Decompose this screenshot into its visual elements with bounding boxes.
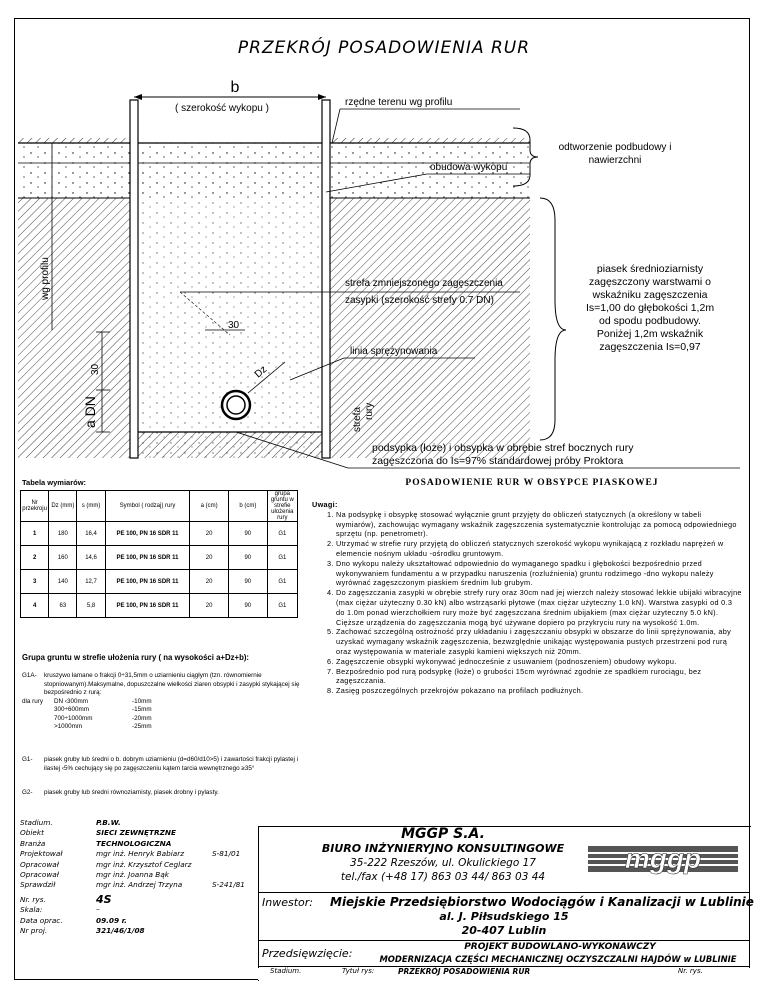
casing-wall-left	[130, 100, 138, 458]
table-row: 3 140 12,7 PE 100, PN 16 SDR 11 20 90 G1	[21, 570, 298, 594]
scale-value: –	[96, 905, 100, 915]
checker-lic: S-241/81	[212, 880, 245, 890]
drawing-no-label: Nr. rys.	[678, 967, 703, 975]
pipe-zone-label-2: rury	[364, 402, 375, 420]
drafter2-label: Opracował	[20, 870, 59, 880]
stage-value: P.B.W.	[96, 818, 121, 827]
proj-no-label: Nr proj.	[20, 926, 48, 936]
pipe-zone-label-1: strefa	[352, 406, 363, 432]
table-header-row	[21, 491, 298, 522]
dim-30-top: 30	[228, 320, 240, 331]
list-item: 5. Zachować szczególną ostrożność przy układaniu i zagęszczaniu obsypki w obszarze do linii sprężynowania, aby uzyskać wymagany wskaźnik zagęszczenia, bezwzględnie unikając występowania pustych przestrzeni pod rurą oraz występowania w materiale zasypki kamieni większych niż 20mm.	[336, 627, 742, 656]
dim-a-dn: a DN	[82, 396, 98, 428]
restore-label-1: odtworzenie podbudowy i	[558, 142, 672, 153]
object-label: Obiekt	[20, 828, 44, 838]
notes-title: POSADOWIENIE RUR W OBSYPCE PIASKOWEJ	[405, 478, 659, 488]
proj-no: 321/46/1/08	[96, 926, 145, 936]
project-line2: MODERNIZACJA CZĘŚCI MECHANICZNEJ OCZYSZCZALNI HAJDÓW w LUBLINIE	[379, 954, 737, 964]
object-value: SIECI ZEWNĘTRZNE	[96, 828, 176, 838]
company-name: MGGP S.A.	[401, 826, 485, 842]
company-address: 35-222 Rzeszów, ul. Okulickiego 17	[350, 857, 536, 869]
drafter2-name: mgr inż. Joanna Bąk	[96, 870, 170, 880]
drawing-no-label-2: Nr. rys.	[20, 894, 46, 904]
notes-heading: Uwagi:	[312, 500, 338, 509]
checker-label: Sprawdził	[20, 880, 56, 890]
logo-text: mggp	[624, 843, 702, 874]
restore-label-2: nawierzchni	[588, 155, 642, 166]
designer-lic: S-81/01	[212, 849, 241, 859]
list-item: 1. Na podsypkę i obsypkę stosować wyłącznie grunt przyjęty do obliczeń statycznych (a określony w tabeli wymiarów), zachowując wymagany wskaźnik zagęszczenia systematycznie kontrolując za pomocą odpowiedniego sprzętu (np. penetrometr).	[336, 510, 742, 539]
table-row: 1 180 16,4 PE 100, PN 16 SDR 11 20 90 G1	[21, 522, 298, 546]
date-label: Data oprac.	[20, 915, 63, 925]
drawing-no: 4S	[96, 892, 112, 906]
date-value: 09.09 r.	[96, 915, 127, 925]
scale-label: Skala:	[20, 905, 43, 915]
table-row: 4 63 5,8 PE 100, PN 16 SDR 11 20 90 G1	[21, 594, 298, 618]
spring-line-label: linia sprężynowania	[350, 346, 438, 357]
drafter1-label: Opracował	[20, 859, 59, 869]
company-sub: BIURO INŻYNIERYJNO KONSULTINGOWE	[321, 842, 565, 855]
table-header: b (cm)	[228, 491, 267, 522]
bedding-note: podsypka (łoże) i obsypka w obrębie stref bocznych rury zagęszczona do Is=97% standardowej próby Proktora	[372, 442, 634, 467]
drawing-title: PRZEKRÓJ POSADOWIENIA RUR	[237, 38, 531, 58]
list-item: 8. Zasięg poszczególnych przekrojów pokazano na profilach podłużnych.	[336, 686, 742, 696]
branch-value: TECHNOLOGICZNA	[96, 838, 172, 848]
sand-note: piasek średnioziarnisty zagęszczony warstwami o wskaźniku zagęszczenia Is=1,00 do głębokości 1,2m od spodu podbudowy. Poniżej 1,2m wskaźnik zagęszczenia Is=0,97	[585, 263, 715, 353]
list-item: 3. Dno wykopu należy ukształtować odpowiednio do wymaganego spadku i głębokości bezpośrednio przed wykonywaniem fundamentu a w przypadku naruszenia (rozluźnienia) gruntu rodzimego -dno wykopu należy wyrównać zagęszczonym piaskiem średnim lub grubym.	[336, 559, 742, 588]
investor-addr1: al. J. Piłsudskiego 15	[439, 910, 569, 923]
soil-g1: G1- piasek gruby lub średni o b. dobrym uziarnieniu (d=d60/d10>5) i zawartości frakcji pylastej i ilastej ‹5% cechujący się po zagęszczeniu kątem tarcia wewnętrznego ≥35°	[22, 756, 299, 772]
dimensions-table	[20, 490, 298, 618]
people-list: Stadium. P.B.W. Obiekt SIECI ZEWNĘTRZNE Branża TECHNOLOGICZNA Projektował mgr inż. Henryk Babiarz S-81/01 Opracował mgr inż. Krzysztof Ceglarz Opracował mgr inż. Joanna Bąk Sprawdził mgr inż. Andrzej Trzyna S-241/81 Nr. rys. 4S Skala: – Data oprac. 09.09 r. Nr proj. 321/46/1/08	[20, 818, 245, 936]
table-header: grupa gruntu w strefie ułożenia rury	[267, 491, 297, 522]
title-block-lower	[258, 966, 750, 980]
company-phone: tel./fax (+48 17) 863 03 44/ 863 03 44	[340, 871, 546, 883]
pipe-inner	[227, 396, 245, 414]
checker-name: mgr inż. Andrzej Trzyna	[96, 880, 183, 890]
zone-label: strefa zmniejszonego zagęszczenia	[345, 278, 503, 289]
table-header: s (mm)	[77, 491, 105, 522]
notes-block	[312, 500, 742, 696]
drawing-title-value: PRZEKRÓJ POSADOWIENIA RUR	[398, 967, 531, 976]
drawing-title-label: Tytuł rys:	[342, 967, 375, 975]
table-row: 2 160 14,6 PE 100, PN 16 SDR 11 20 90 G1	[21, 546, 298, 570]
dim-b-label: b	[230, 79, 240, 96]
project-label: Przedsięwzięcie:	[262, 947, 353, 960]
table-header: Nr przekroju	[21, 491, 49, 522]
table-header: a (cm)	[190, 491, 229, 522]
drafter1-name: mgr inż. Krzysztof Ceglarz	[96, 859, 192, 869]
list-item: 7. Bezpośrednio pod rurą podsypkę (łoże) o grubości 15cm wyrównać zgodnie ze spadkiem rurociągu, bez zagęszczania.	[336, 667, 742, 687]
logo	[588, 838, 738, 878]
casing-wall-right	[322, 100, 330, 458]
list-item: 2. Utrzymać w strefie rury przyjętą do obliczeń statycznych szerokość wykopu wynikającą z rozkładu naprężeń w elemencie nośnym układu -ośrodku gruntowym.	[336, 539, 742, 559]
dim-dz: Dz	[252, 364, 270, 381]
investor-label: Inwestor:	[262, 896, 313, 909]
project-line1: PROJEKT BUDOWLANO-WYKONAWCZY	[464, 942, 656, 952]
soil-title: Grupa gruntu w strefie ułożenia rury ( na wysokości a+Dz+b):	[22, 653, 250, 662]
soil-g1a: G1A- kruszywo łamane o frakcji 0÷31,5mm o uziarnieniu ciągłym (tzn. równomiernie stopniowanym).Maksymalne, dopuszczalne wielkości ziaren obsypki i zasypki stykającej się bezpośrednio z rurą: dla rury DN ‹300mm -10mm 300÷600mm -15mm 700÷1000mm -20mm >1000mm -25mm	[22, 672, 300, 730]
table-header: Symbol ( rodzaj) rury	[105, 491, 190, 522]
list-item: 4. Do zagęszczania zasypki w obrębie strefy rury oraz 30cm nad jej wierzch należy stosować lekkie ubijaki wibracyjne (max ciężar użyteczny 0.30 kN) albo wstrząsarki płytowe (max ciężar użyteczny 1.0 kN). Warstwa zasypki od 0.3 do 1.0m ponad wierzchołkiem rury może być zagęszczana średnim ubijakiem (max ciężar użyteczny 5.0 kN). Cięższe urządzenia do zagęszczania mogą być używane dopiero po przykryciu rury na wysokość 1.0m.	[336, 588, 742, 627]
branch-label: Branża	[20, 838, 46, 848]
list-item: 6. Zagęszczenie obsypki wykonywać jednocześnie z usuwaniem (podnoszeniem) obudowy wykopu.	[336, 657, 742, 667]
stage-label: Stadium.	[270, 967, 302, 975]
designer-label: Projektował	[20, 849, 63, 859]
profile-label: wg profilu	[40, 257, 51, 300]
width-caption: ( szerokość wykopu )	[175, 103, 269, 114]
designer-name: mgr inż. Henryk Babiarz	[96, 849, 185, 859]
terrain-label: rzędne terenu wg profilu	[345, 97, 453, 108]
soil-g2: G2- piasek gruby lub średni równoziarnisty, piasek drobny i pylasty.	[22, 789, 219, 796]
table-title: Tabela wymiarów:	[22, 478, 87, 487]
casing-label: obudowa wykopu	[430, 162, 508, 173]
zone-width-label: zasypki (szerokość strefy 0.7 DN)	[345, 295, 494, 306]
investor-name: Miejskie Przedsiębiorstwo Wodociągów i Kanalizacji w Lublinie	[330, 895, 754, 909]
table-header: Dz (mm)	[49, 491, 77, 522]
investor-addr2: 20-407 Lublin	[461, 924, 547, 937]
dim-30-side: 30	[90, 363, 101, 375]
